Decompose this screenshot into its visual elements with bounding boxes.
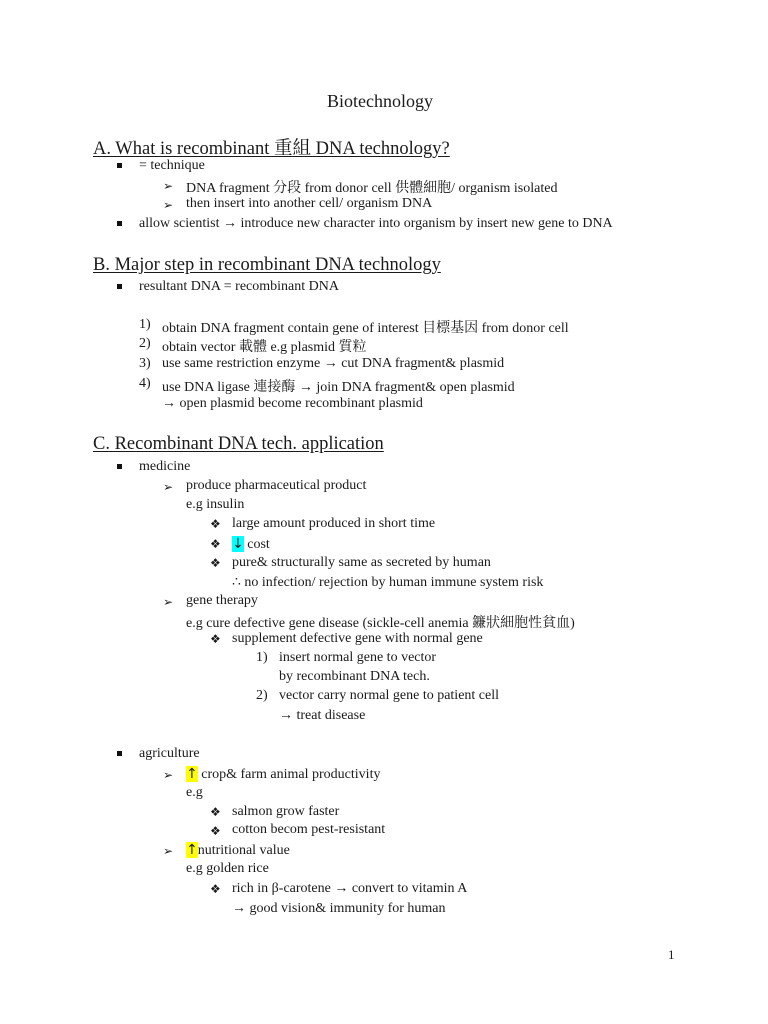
agri-item-1: ↑ crop& farm animal productivity (186, 766, 381, 782)
step-number: 1) (139, 317, 151, 332)
gene-step-2: vector carry normal gene to patient cell (279, 688, 500, 703)
diamond-bullet-icon: ❖ (210, 556, 221, 570)
section-b-bullet-1: resultant DNA = recombinant DNA (139, 279, 339, 294)
diamond-bullet-icon: ❖ (210, 824, 221, 838)
section-a-heading: A. What is recombinant 重組 DNA technology? (93, 139, 450, 159)
gene-step-2-continuation: → treat disease (279, 708, 366, 723)
chevron-bullet-icon: ➢ (163, 844, 174, 858)
step-text: obtain DNA fragment contain gene of interest 目標基因 from donor cell (162, 321, 569, 336)
square-bullet-icon (117, 163, 122, 168)
chevron-bullet-icon: ➢ (163, 480, 174, 494)
section-b-heading: B. Major step in recombinant DNA technology (93, 255, 441, 275)
agriculture-label: agriculture (139, 746, 200, 761)
chevron-bullet-icon: ➢ (163, 595, 174, 609)
step-text: use DNA ligase 連接酶 → join DNA fragment& open plasmid (162, 380, 515, 395)
step-number: 2) (256, 688, 268, 703)
section-a-sub-1: DNA fragment 分段 from donor cell 供體細胞/ organism isolated (186, 181, 558, 196)
gene-step-1: insert normal gene to vector (279, 650, 437, 665)
pharma-point-1: large amount produced in short time (232, 516, 436, 531)
section-a-sub-2: then insert into another cell/ organism DNA (186, 196, 433, 211)
gene-therapy-example: e.g cure defective gene disease (sickle-cell anemia 鐮狀細胞性貧血) (186, 616, 575, 631)
up-arrow-icon: ↑ (186, 842, 198, 858)
diamond-bullet-icon: ❖ (210, 632, 221, 646)
gene-step-1-continuation: by recombinant DNA tech. (279, 669, 430, 684)
pharma-point-2: ↓ cost (232, 536, 270, 552)
square-bullet-icon (117, 284, 122, 289)
agri-item-2: ↑nutritional value (186, 842, 290, 858)
agri-item-2-point-1-continuation: → good vision& immunity for human (232, 901, 446, 916)
down-arrow-icon: ↓ (232, 536, 244, 552)
section-a-bullet-1: = technique (139, 158, 205, 173)
agri-item-1-example: e.g (186, 785, 203, 800)
agri-item-2-example: e.g golden rice (186, 861, 269, 876)
gene-therapy-item: gene therapy (186, 593, 258, 608)
step-continuation: → open plasmid become recombinant plasmid (162, 396, 423, 411)
agri-item-2-point-1: rich in β-carotene → convert to vitamin A (232, 881, 468, 896)
chevron-bullet-icon: ➢ (163, 768, 174, 782)
diamond-bullet-icon: ❖ (210, 805, 221, 819)
pharma-item: produce pharmaceutical product (186, 478, 367, 493)
medicine-label: medicine (139, 459, 191, 474)
up-arrow-icon: ↑ (186, 766, 198, 782)
section-c-heading: C. Recombinant DNA tech. application (93, 434, 384, 454)
step-text: use same restriction enzyme → cut DNA fragment& plasmid (162, 356, 505, 371)
square-bullet-icon (117, 751, 122, 756)
diamond-bullet-icon: ❖ (210, 882, 221, 896)
pharma-point-3-continuation: ∴ no infection/ rejection by human immune system risk (232, 575, 544, 590)
step-number: 2) (139, 336, 151, 351)
step-number: 1) (256, 650, 268, 665)
step-number: 3) (139, 356, 151, 371)
diamond-bullet-icon: ❖ (210, 537, 221, 551)
gene-therapy-point: supplement defective gene with normal gene (232, 631, 483, 646)
pharma-point-3: pure& structurally same as secreted by human (232, 555, 491, 570)
section-a-bullet-2: allow scientist → introduce new character into organism by insert new gene to DNA (139, 216, 613, 231)
agri-item-1-point-2: cotton becom pest-resistant (232, 822, 386, 837)
document-title: Biotechnology (327, 91, 433, 111)
page-number: 1 (668, 947, 675, 962)
square-bullet-icon (117, 464, 122, 469)
chevron-bullet-icon: ➢ (163, 198, 174, 212)
agri-item-1-point-1: salmon grow faster (232, 804, 340, 819)
diamond-bullet-icon: ❖ (210, 517, 221, 531)
pharma-example: e.g insulin (186, 497, 245, 512)
chevron-bullet-icon: ➢ (163, 179, 174, 193)
step-number: 4) (139, 376, 151, 391)
step-text: obtain vector 載體 e.g plasmid 質粒 (162, 340, 367, 355)
square-bullet-icon (117, 221, 122, 226)
